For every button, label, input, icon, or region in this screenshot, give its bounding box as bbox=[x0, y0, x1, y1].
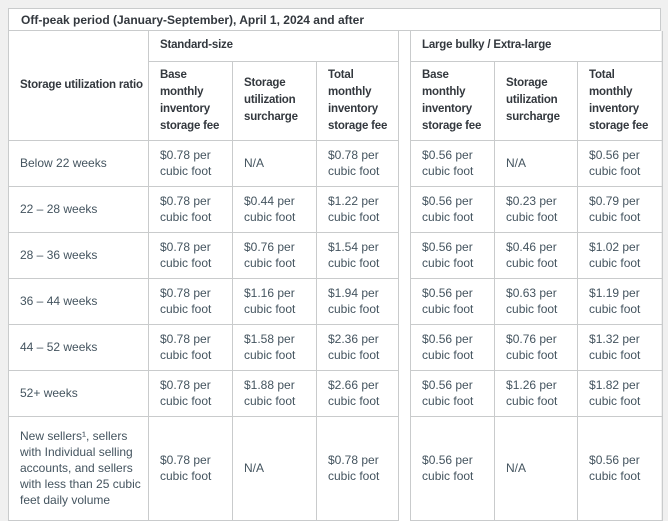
fee-cell: $1.19 per cubic foot bbox=[578, 278, 663, 324]
fee-cell: $0.76 per cubic foot bbox=[495, 324, 578, 370]
fee-cell: $1.32 per cubic foot bbox=[578, 324, 663, 370]
fee-cell: $0.56 per cubic foot bbox=[578, 140, 663, 186]
table-row bbox=[9, 278, 399, 324]
table-row bbox=[9, 324, 399, 370]
table-row bbox=[411, 278, 663, 324]
fee-cell: $1.02 per cubic foot bbox=[578, 232, 663, 278]
fee-cell: $1.58 per cubic foot bbox=[233, 324, 317, 370]
fee-cell: $0.78 per cubic foot bbox=[149, 140, 233, 186]
std-base-monthly-fee-header: Base monthly inventory storage fee bbox=[149, 61, 233, 140]
fee-cell: $1.82 per cubic foot bbox=[578, 370, 663, 416]
fee-cell: $0.56 per cubic foot bbox=[578, 416, 663, 520]
large-bulky-group-header: Large bulky / Extra-large bbox=[411, 31, 663, 61]
table-row bbox=[411, 370, 663, 416]
fee-cell: $1.94 per cubic foot bbox=[317, 278, 399, 324]
fee-cell: $0.56 per cubic foot bbox=[411, 278, 495, 324]
table-row bbox=[411, 416, 663, 520]
fee-cell: $1.54 per cubic foot bbox=[317, 232, 399, 278]
standard-size-table bbox=[8, 31, 399, 521]
table-row bbox=[9, 370, 399, 416]
table-row bbox=[9, 416, 399, 520]
fee-cell: N/A bbox=[233, 416, 317, 520]
fee-cell: $0.63 per cubic foot bbox=[495, 278, 578, 324]
lbx-base-monthly-fee-header: Base monthly inventory storage fee bbox=[411, 61, 495, 140]
table-row bbox=[9, 140, 399, 186]
table-row bbox=[9, 232, 399, 278]
fee-cell: $0.76 per cubic foot bbox=[233, 232, 317, 278]
fee-cell: $0.78 per cubic foot bbox=[317, 416, 399, 520]
utilization-ratio-cell: Below 22 weeks bbox=[9, 140, 149, 186]
fee-cell: $0.78 per cubic foot bbox=[149, 416, 233, 520]
fee-cell: $1.26 per cubic foot bbox=[495, 370, 578, 416]
fee-cell: $0.56 per cubic foot bbox=[411, 186, 495, 232]
fee-cell: $1.88 per cubic foot bbox=[233, 370, 317, 416]
fee-cell: $0.56 per cubic foot bbox=[411, 416, 495, 520]
fee-cell: N/A bbox=[233, 140, 317, 186]
utilization-ratio-cell: New sellers¹, sellers with Individual selling accounts, and sellers with less than 25 cubic feet daily volume bbox=[9, 416, 149, 520]
std-storage-surcharge-header: Storage utilization surcharge bbox=[233, 61, 317, 140]
table-title: Off-peak period (January-September), April 1, 2024 and after bbox=[8, 8, 661, 31]
fee-cell: $2.36 per cubic foot bbox=[317, 324, 399, 370]
utilization-ratio-cell: 36 – 44 weeks bbox=[9, 278, 149, 324]
fee-cell: $0.56 per cubic foot bbox=[411, 324, 495, 370]
storage-utilization-ratio-header: Storage utilization ratio bbox=[9, 31, 149, 140]
utilization-ratio-cell: 44 – 52 weeks bbox=[9, 324, 149, 370]
fee-cell: $0.78 per cubic foot bbox=[149, 232, 233, 278]
fee-cell: $1.16 per cubic foot bbox=[233, 278, 317, 324]
utilization-ratio-cell: 28 – 36 weeks bbox=[9, 232, 149, 278]
fee-cell: $0.46 per cubic foot bbox=[495, 232, 578, 278]
fee-cell: $1.22 per cubic foot bbox=[317, 186, 399, 232]
fee-cell: $0.79 per cubic foot bbox=[578, 186, 663, 232]
fee-tables-container bbox=[8, 31, 661, 521]
fee-cell: N/A bbox=[495, 416, 578, 520]
table-group-spacer bbox=[399, 31, 410, 521]
fee-cell: $0.44 per cubic foot bbox=[233, 186, 317, 232]
fee-cell: $0.78 per cubic foot bbox=[149, 278, 233, 324]
table-row bbox=[411, 186, 663, 232]
table-row bbox=[411, 140, 663, 186]
table-row bbox=[411, 324, 663, 370]
std-total-monthly-fee-header: Total monthly inventory storage fee bbox=[317, 61, 399, 140]
lbx-storage-surcharge-header: Storage utilization surcharge bbox=[495, 61, 578, 140]
fee-cell: $0.78 per cubic foot bbox=[149, 186, 233, 232]
lbx-total-monthly-fee-header: Total monthly inventory storage fee bbox=[578, 61, 663, 140]
large-bulky-extra-large-table bbox=[410, 31, 663, 521]
fee-cell: $0.78 per cubic foot bbox=[317, 140, 399, 186]
utilization-ratio-cell: 52+ weeks bbox=[9, 370, 149, 416]
table-row bbox=[411, 232, 663, 278]
fee-cell: $0.56 per cubic foot bbox=[411, 140, 495, 186]
fee-cell: $0.23 per cubic foot bbox=[495, 186, 578, 232]
fee-cell: N/A bbox=[495, 140, 578, 186]
utilization-ratio-cell: 22 – 28 weeks bbox=[9, 186, 149, 232]
fee-cell: $0.56 per cubic foot bbox=[411, 370, 495, 416]
fee-cell: $0.56 per cubic foot bbox=[411, 232, 495, 278]
fee-cell: $0.78 per cubic foot bbox=[149, 370, 233, 416]
fee-cell: $0.78 per cubic foot bbox=[149, 324, 233, 370]
fee-cell: $2.66 per cubic foot bbox=[317, 370, 399, 416]
standard-size-group-header: Standard-size bbox=[149, 31, 399, 61]
table-row bbox=[9, 186, 399, 232]
